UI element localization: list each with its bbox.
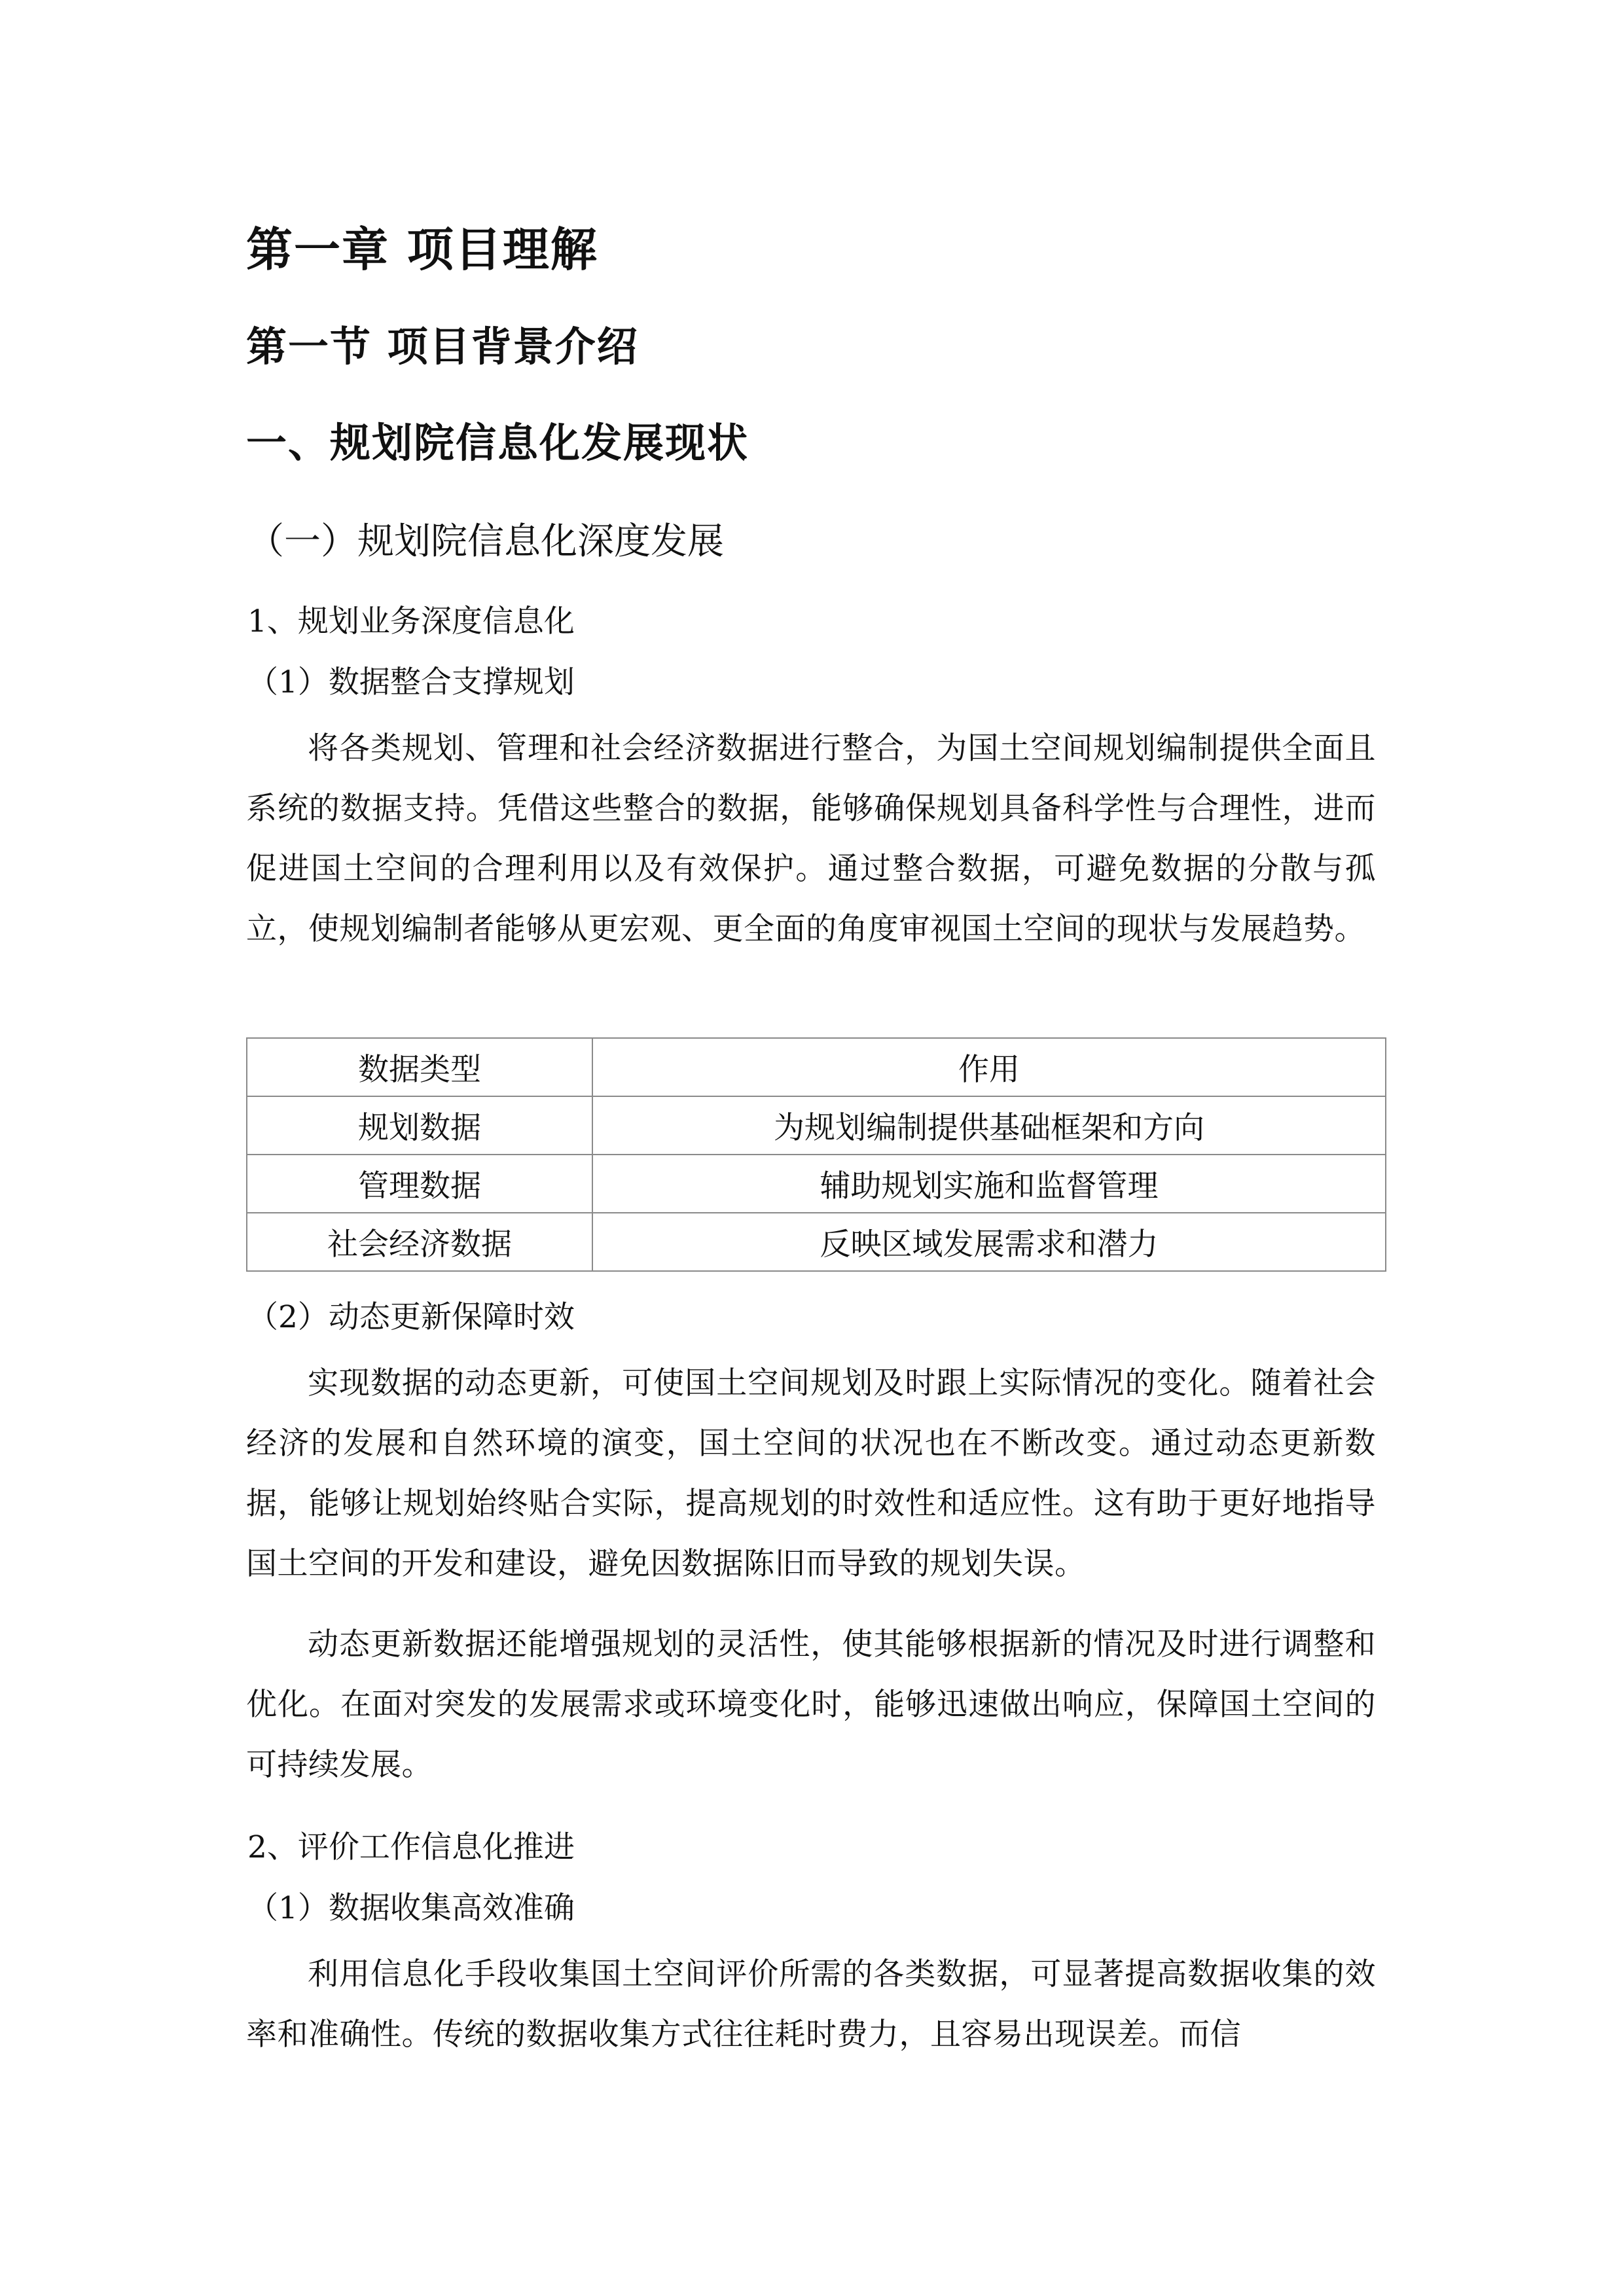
table-row (247, 1213, 1386, 1271)
paren-heading: （一）规划院信息化深度发展 (247, 520, 724, 563)
table-header-row (247, 1038, 1386, 1096)
item1-title: 1、规划业务深度信息化 (247, 603, 575, 639)
item1-sub2-title: （2）动态更新保障时效 (247, 1299, 575, 1335)
item1-sub1-paragraph: 将各类规划、管理和社会经济数据进行整合，为国土空间规划编制提供全面且系统的数据支持。凭借这些整合的数据，能够确保规划具备科学性与合理性，进而促进国土空间的合理利用以及有效保护。通过整合数据，可避免数据的分散与孤立，使规划编制者能够从更宏观、更全面的角度审视国土空间的现状与发展趋势。 (246, 730, 1376, 947)
chapter-title: 第一章 项目理解 (246, 223, 598, 277)
table-row (247, 1096, 1386, 1155)
item1-sub2-paragraph-2: 动态更新数据还能增强规划的灵活性，使其能够根据新的情况及时进行调整和优化。在面对突发的发展需求或环境变化时，能够迅速做出响应，保障国土空间的可持续发展。 (246, 1626, 1376, 1783)
section-title: 第一节 项目背景介绍 (246, 323, 639, 370)
table-row (247, 1155, 1386, 1213)
table-header-cell: 数据类型 (247, 1038, 592, 1096)
table-cell: 辅助规划实施和监督管理 (592, 1155, 1386, 1213)
item1-sub2-paragraph-1: 实现数据的动态更新，可使国土空间规划及时跟上实际情况的变化。随着社会经济的发展和自然环境的演变，国土空间的状况也在不断改变。通过动态更新数据，能够让规划始终贴合实际，提高规划的时效性和适应性。这有助于更好地指导国土空间的开发和建设，避免因数据陈旧而导致的规划失误。 (246, 1365, 1376, 1582)
table-cell: 反映区域发展需求和潜力 (592, 1213, 1386, 1271)
subsection-title: 一、规划院信息化发展现状 (246, 419, 749, 467)
data-type-table (246, 1037, 1386, 1272)
item2-sub1-paragraph: 利用信息化手段收集国土空间评价所需的各类数据，可显著提高数据收集的效率和准确性。传统的数据收集方式往往耗时费力，且容易出现误差。而信 (246, 1956, 1376, 2053)
item2-title: 2、评价工作信息化推进 (247, 1829, 575, 1865)
table-cell: 规划数据 (247, 1096, 592, 1155)
item2-sub1-title: （1）数据收集高效准确 (247, 1890, 575, 1926)
table-cell: 社会经济数据 (247, 1213, 592, 1271)
item1-sub1-title: （1）数据整合支撑规划 (247, 664, 575, 700)
table-cell: 为规划编制提供基础框架和方向 (592, 1096, 1386, 1155)
table-cell: 管理数据 (247, 1155, 592, 1213)
table-header-cell: 作用 (592, 1038, 1386, 1096)
